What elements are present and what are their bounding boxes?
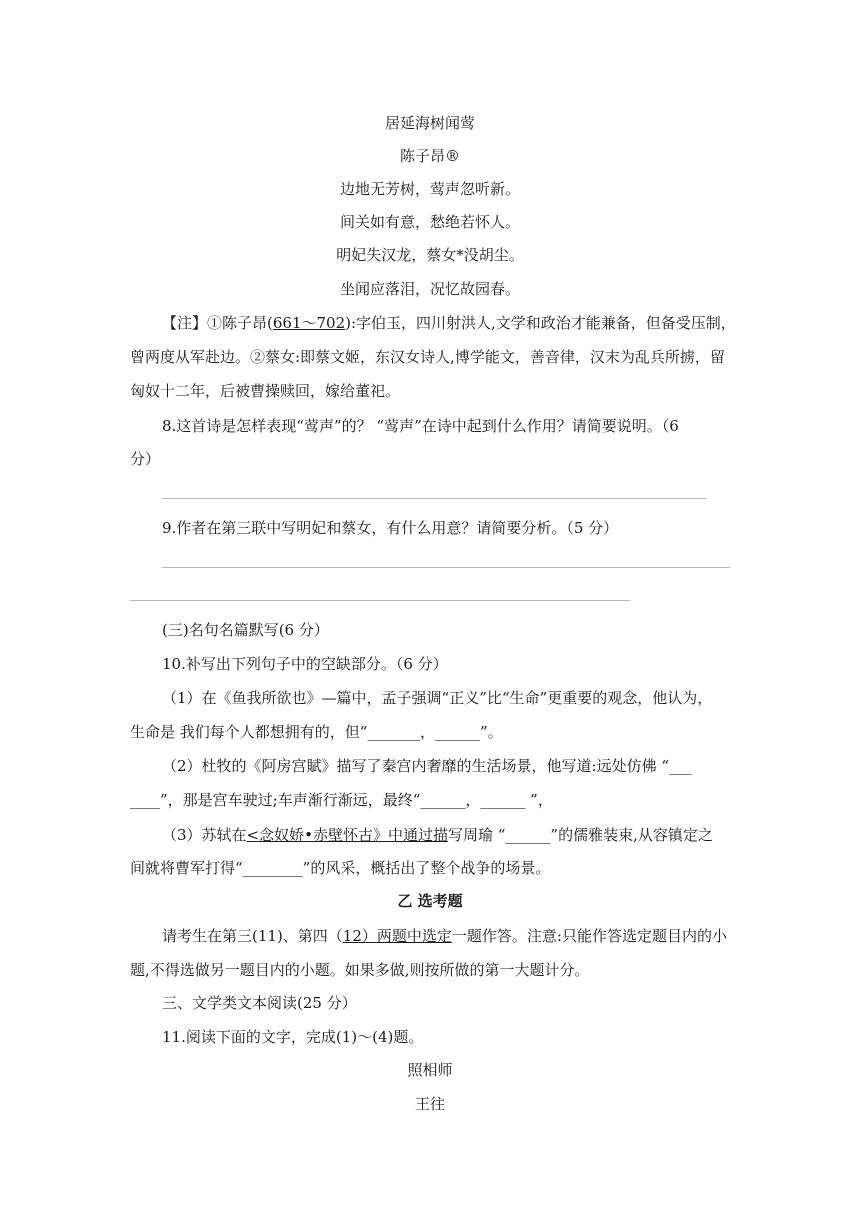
q10-item1-line2: 生命是 我们每个人都想拥有的，但“_______，______”。 bbox=[130, 723, 503, 741]
part-b-heading: 乙 选考题 bbox=[397, 892, 463, 910]
instr-prefix: 请考生在第三(11)、第四（ bbox=[162, 927, 343, 945]
question-9: 9.作者在第三联中写明妃和蔡女，有什么用意？请简要分析。（5 分） bbox=[162, 519, 619, 537]
note-line-1 bbox=[162, 313, 736, 333]
answer-line-q8[interactable] bbox=[162, 498, 707, 499]
question-8-line-1: 8.这首诗是怎样表现“莺声”的？ “莺声”在诗中起到什么作用？请简要说明。（6 bbox=[162, 417, 679, 435]
q10-item3-line1 bbox=[162, 825, 713, 845]
instr-underlined: 12）两题中选定 bbox=[342, 927, 452, 945]
part-b-instruction-line-1 bbox=[162, 926, 727, 946]
note-prefix: 【注】①陈子昂( bbox=[162, 314, 273, 332]
story-author: 王往 bbox=[414, 1095, 445, 1113]
answer-line-q9-1[interactable] bbox=[162, 567, 730, 568]
q10-item3-line2: 间就将曹军打得“________”的风采，概括出了整个战争的场景。 bbox=[130, 859, 551, 877]
poem-line-2: 间关如有意，愁绝若怀人。 bbox=[339, 213, 520, 231]
poem-title: 居延海树闻莺 bbox=[384, 114, 475, 132]
note-rest: ):字伯玉，四川射洪人,文学和政治才能兼备，但备受压制， bbox=[345, 314, 736, 332]
instr-rest: 一题作答。注意:只能作答选定题目内的小 bbox=[451, 927, 727, 945]
note-line-3: 匈奴十二年，后被曹操赎回，嫁给董祀。 bbox=[130, 382, 401, 400]
section-3-heading: (三)名句名篇默写(6 分） bbox=[162, 621, 329, 639]
question-11: 11.阅读下面的文字，完成(1)～(4)题。 bbox=[162, 1028, 424, 1046]
q10-item3-prefix: （3）苏轼在 bbox=[162, 826, 247, 844]
part-b-instruction-line-2: 题,不得选做另一题目内的小题。如果多做,则按所做的第一大题计分。 bbox=[130, 961, 590, 979]
q10-item3-rest: 写周瑜 “______”的儒雅装束,从容镇定之 bbox=[447, 826, 713, 844]
poem-author: 陈子昂® bbox=[399, 147, 460, 165]
poem-line-3: 明妃失汉龙，蔡女*没胡尘。 bbox=[336, 246, 524, 264]
story-title: 照相师 bbox=[407, 1061, 453, 1079]
q10-item2-line1: （2）杜牧的《阿房宫賦》描写了秦宫内奢靡的生活场景，他写道:远处仿佛 “___ bbox=[162, 757, 692, 775]
note-line-2: 曾两度从军赴边。②蔡女:即蔡文姬，东汉女诗人,博学能文，善音律，汉末为乱兵所掳，留 bbox=[130, 348, 725, 366]
answer-line-q9-2[interactable] bbox=[130, 600, 630, 601]
question-10-title: 10.补写出下列句子中的空缺部分。（6 分） bbox=[162, 655, 448, 673]
note-years: 661～702 bbox=[272, 314, 346, 332]
literature-section-heading: 三、文学类文本阅读(25 分） bbox=[162, 994, 357, 1012]
q10-item3-underlined: <念奴娇•赤壁怀古》中通过描 bbox=[246, 826, 448, 844]
q10-item1-line1: （1）在《鱼我所欲也》—篇中，孟子强调“正义”比“生命”更重要的观念，他认为， bbox=[162, 689, 713, 707]
q10-item2-line2: ____”，那是宫车驶过;车声渐行渐远，最终“______，______ ”， bbox=[130, 791, 553, 809]
poem-line-1: 边地无芳树，莺声忽听新。 bbox=[339, 180, 520, 198]
question-8-line-2: 分） bbox=[130, 450, 161, 468]
poem-line-4: 坐闻应落泪，况忆故园春。 bbox=[339, 280, 520, 298]
